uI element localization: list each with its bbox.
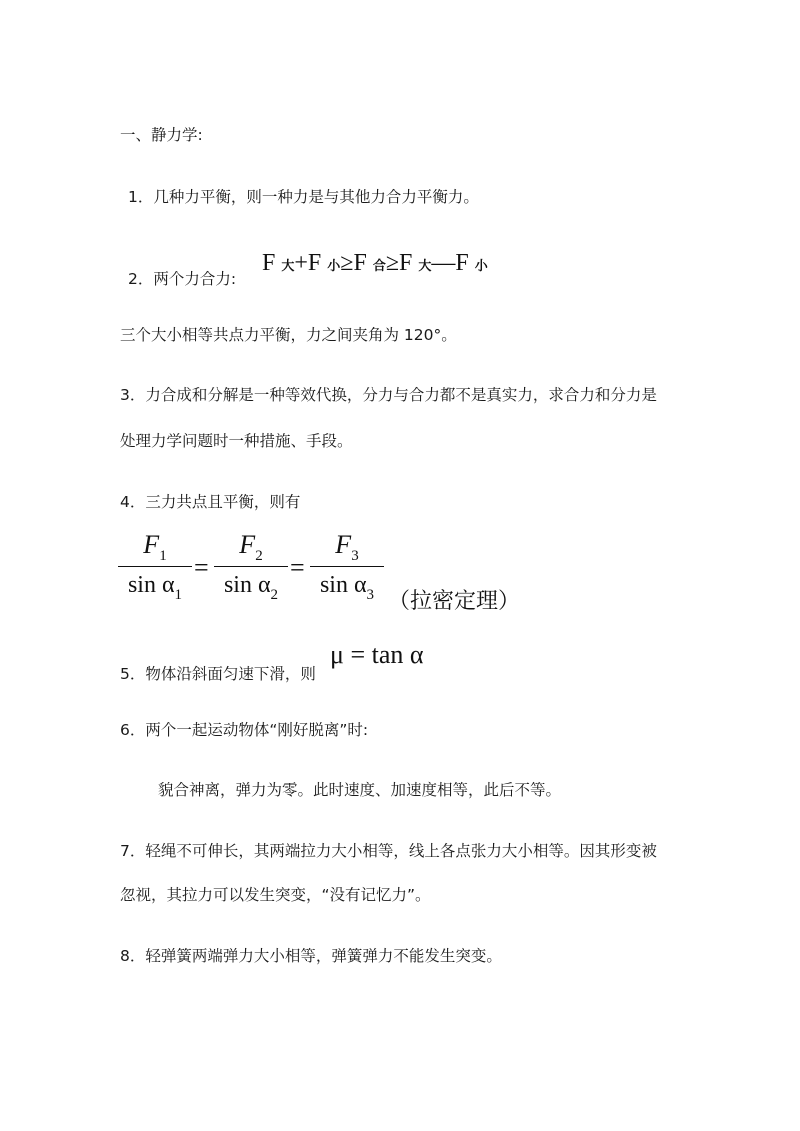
- denominator: $\sin \alpha_3$: [319, 572, 375, 604]
- minus-sign: —: [431, 250, 456, 276]
- item-5-label: 5．物体沿斜面匀速下滑，则: [120, 665, 316, 683]
- item-3-line-1: 3．力合成和分解是一种等效代换，分力与合力都不是真实力，求合力和分力是: [120, 386, 657, 404]
- denominator: $\sin \alpha_1$: [127, 572, 183, 604]
- equals-sign: =: [194, 553, 209, 582]
- item-4-label: 4．三力共点且平衡，则有: [120, 493, 301, 511]
- item-7-line-1: 7．轻绳不可伸长，其两端拉力大小相等，线上各点张力大小相等。因其形变被: [120, 842, 657, 860]
- section-heading: 一、静力学:: [120, 126, 203, 144]
- item-7-line-2: 忽视，其拉力可以发生突变，“没有记忆力”。: [120, 886, 431, 904]
- force-symbol: F: [455, 250, 469, 276]
- subscript-small: 小: [474, 259, 488, 274]
- item-8: 8．轻弹簧两端弹力大小相等，弹簧弹力不能发生突变。: [120, 947, 502, 965]
- force-symbol: F: [353, 250, 367, 276]
- item-6-detail: 貌合神离，弹力为零。此时速度、加速度相等，此后不等。: [158, 781, 562, 799]
- denominator: $\sin \alpha_2$: [223, 572, 279, 604]
- subscript-combined: 合: [372, 259, 386, 274]
- subscript-big: 大: [418, 259, 432, 274]
- force-symbol: F: [262, 250, 276, 276]
- force-inequality-formula: [262, 250, 488, 277]
- numerator: $F_3$: [335, 530, 359, 564]
- fraction-bar: [118, 566, 192, 567]
- item-2-note: 三个大小相等共点力平衡，力之间夹角为 120°。: [120, 326, 457, 344]
- ge-sign: ≥: [340, 250, 354, 276]
- friction-formula: μ = tan α: [330, 640, 424, 669]
- item-1: 1．几种力平衡，则一种力是与其他力合力平衡力。: [128, 188, 479, 206]
- theorem-name: （拉密定理）: [388, 588, 521, 613]
- subscript-big: 大: [281, 259, 295, 274]
- item-3-line-2: 处理力学问题时一种措施、手段。: [120, 432, 353, 450]
- equals-sign: =: [290, 553, 305, 582]
- fraction-2: [214, 530, 288, 602]
- subscript-small: 小: [327, 259, 341, 274]
- fraction-bar: [310, 566, 384, 567]
- force-symbol: F: [307, 250, 322, 276]
- ge-sign: ≥: [385, 250, 400, 276]
- force-symbol: F: [399, 250, 413, 276]
- fraction-1: [118, 530, 192, 602]
- numerator: $F_1$: [143, 530, 167, 564]
- plus-sign: +: [294, 250, 308, 276]
- fraction-3: [310, 530, 384, 602]
- numerator: $F_2$: [239, 530, 263, 564]
- item-2-label: 2．两个力合力:: [128, 270, 237, 288]
- item-6-label: 6．两个一起运动物体“刚好脱离”时:: [120, 721, 369, 739]
- fraction-bar: [214, 566, 288, 567]
